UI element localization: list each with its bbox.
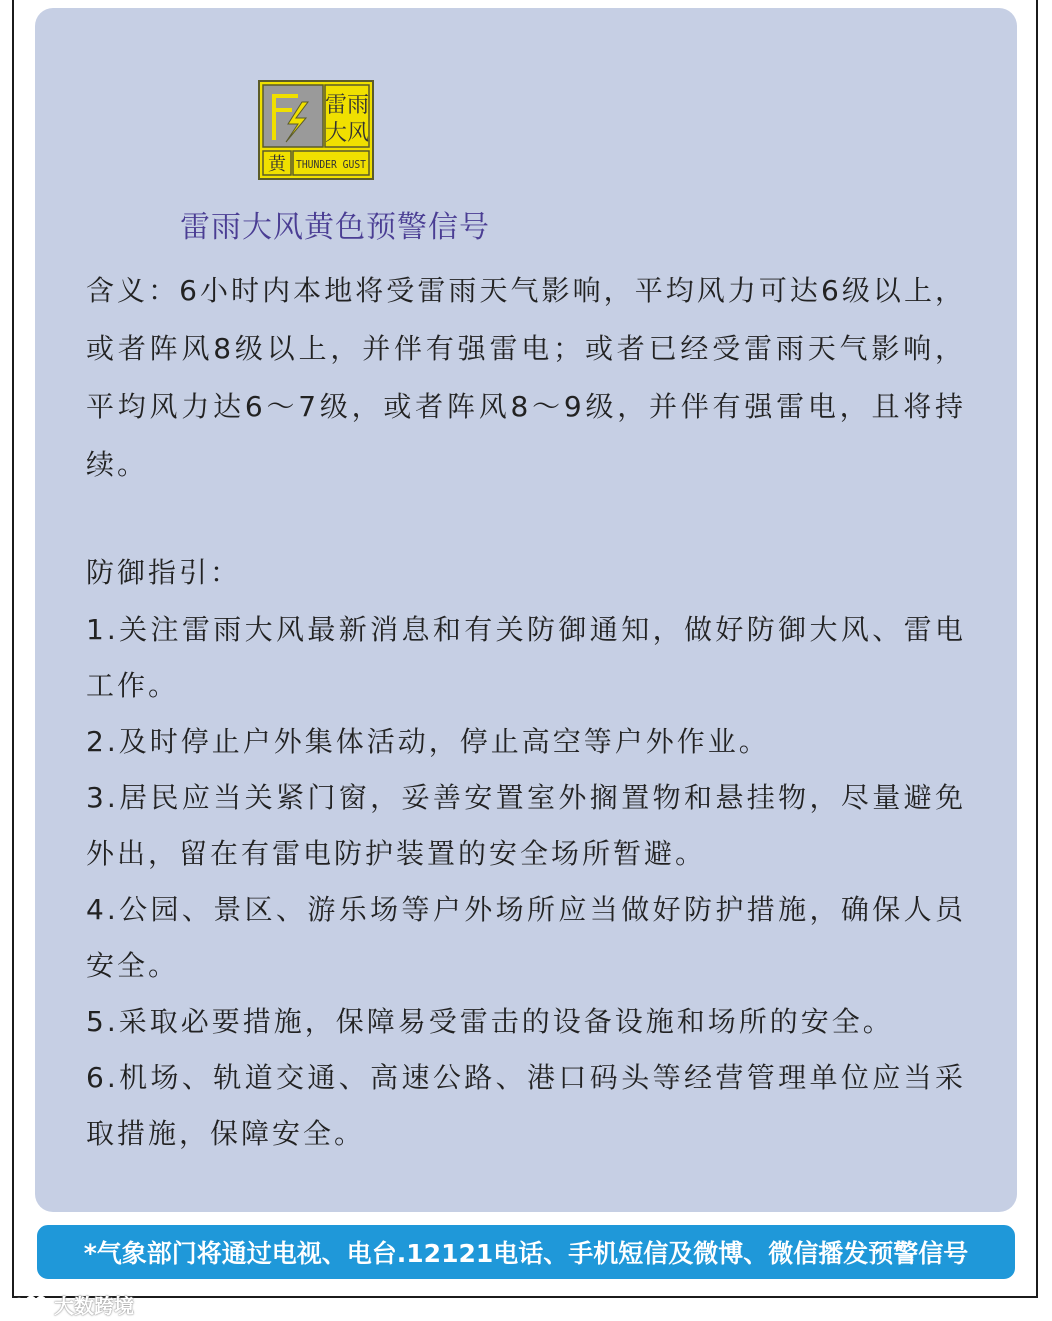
badge-line2: 大风: [324, 121, 370, 146]
guidance-item-5: 5.采取必要措施，保障易受雷击的设备设施和场所的安全。: [86, 1005, 894, 1038]
broadcast-notice-text: *气象部门将通过电视、电台.12121电话、手机短信及微博、微信播发预警信号: [83, 1239, 969, 1268]
warning-title: 雷雨大风黄色预警信号: [180, 210, 490, 245]
badge-english-label: THUNDER GUST: [296, 158, 367, 171]
thunder-gust-yellow-badge-icon: [258, 80, 374, 180]
broadcast-notice-banner: [34, 1222, 1018, 1282]
guidance-item-6: 6.机场、轨道交通、高速公路、港口码头等经营管理单位应当采取措施，保障安全。: [86, 1061, 966, 1150]
meaning-text: 含义：6小时内本地将受雷雨天气影响，平均风力可达6级以上，或者阵风8级以上，并伴有强雷电；或者已经受雷雨天气影响，平均风力达6～7级，或者阵风8～9级，并伴有强雷电，且将持续。: [86, 274, 966, 481]
watermark-logo-icon: [10, 1293, 48, 1317]
guidance-heading: 防御指引：: [86, 556, 242, 589]
badge-line1: 雷雨: [324, 93, 370, 118]
guidance-item-2: 2.及时停止户外集体活动，停止高空等户外作业。: [86, 725, 770, 758]
watermark: [10, 1290, 134, 1319]
watermark-text: 大数跨境: [54, 1294, 134, 1318]
guidance-item-4: 4.公园、景区、游乐场等户外场所应当做好防护措施，确保人员安全。: [86, 893, 966, 982]
warning-body: [86, 262, 966, 1162]
badge-color-label: 黄: [268, 154, 286, 175]
guidance-item-3: 3.居民应当关紧门窗，妥善安置室外搁置物和悬挂物，尽量避免外出，留在有雷电防护装置的安全场所暂避。: [86, 781, 966, 870]
guidance-item-1: 1.关注雷雨大风最新消息和有关防御通知，做好防御大风、雷电工作。: [86, 613, 966, 702]
